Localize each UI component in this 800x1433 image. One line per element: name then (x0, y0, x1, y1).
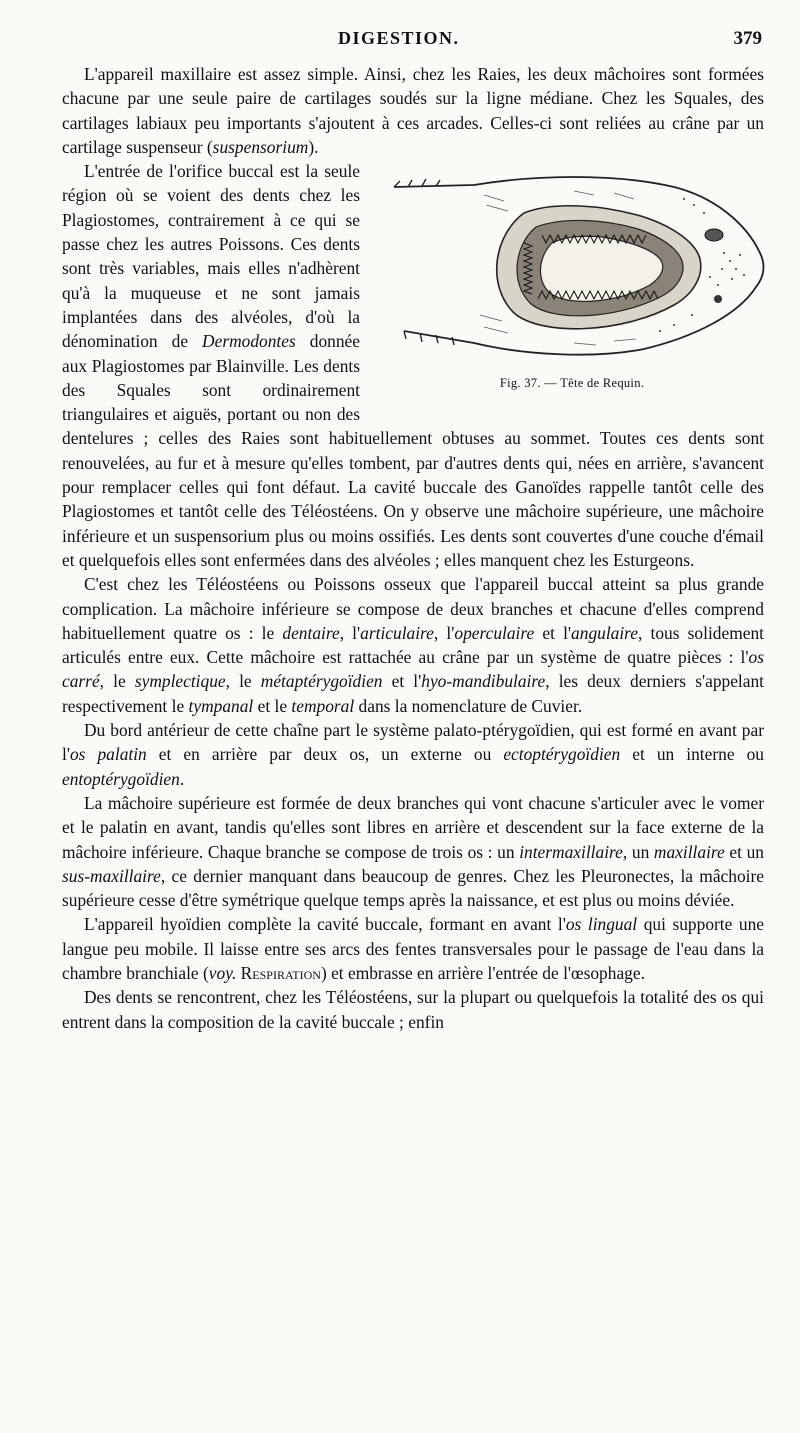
text-run: donnée aux Plagiostomes par Blainville. Les dents des Squales sont ordinairement triangulaires et aiguës, portant ou non des dentelures ; celles des Raies sont habituellement obtuses au sommet. Toutes ces dents sont renouvelées, au fur et à mesure qu'elles tombent, par d'autres dents qui, nées en arrière, s'avancent pour remplacer celles qui font défaut. La cavité buccale des Ganoïdes rappelle tantôt celle des Plagiostomes et tantôt celle des Téléostéens. On y observe une mâchoire supérieure, une mâchoire inférieure et un suspensorium plus ou moins ossifiés. Les dents sont couvertes d'une couche d'émail et quelquefois elles sont enfermées dans des alvéoles ; elles manquent chez les Esturgeons. (62, 331, 764, 570)
italic-term: maxillaire (653, 841, 725, 862)
text-run: et l' (534, 622, 572, 643)
text-run: L'entrée de l'orifice buccal est la seule région où se voient des dents chez les Plagiostomes, contrairement à ce qui se passe chez les autres Poissons. Ces dents sont très variables, mais elles n'adhèrent qu'à la muqueuse et ne sont jamais implantées dans des alvéoles, d'où la dénomination de (62, 161, 360, 352)
text-run: L'appareil hyoïdien complète la cavité buccale, formant en avant l' (84, 914, 566, 935)
text-run: , l' (339, 622, 361, 643)
text-run: , le (99, 671, 135, 692)
text-run: C'est chez les Téléostéens ou Poissons osseux que l'appareil buccal atteint sa plus grande complication. La mâchoire inférieure se compose de deux branches et chacune d'elles comprend habituellement quatre os : le (62, 574, 764, 643)
text-run: qui supporte une langue peu mobile. Il laisse entre ses arcs des fentes transversales pour le passage de l'eau dans la chambre branchiale ( (62, 914, 765, 983)
italic-term: suspensorium (212, 136, 309, 157)
text-run: L'appareil maxillaire est assez simple. Ainsi, chez les Raies, les deux mâchoires sont formées chacune par une seule paire de cartilages soudés sur la ligne médiane. Chez les Squales, des cartilages labiaux peu importants s'ajoutent à ces arcades. Celles-ci sont reliées au crâne par un cartilage suspenseur ( (62, 64, 764, 157)
italic-term: tympanal (188, 695, 254, 716)
figure-shark-head (374, 165, 770, 403)
body-text (62, 62, 764, 1034)
text-run: , les deux derniers s'appelant respectivement le (62, 671, 765, 716)
text-run: et un (724, 841, 764, 862)
text-run: Du bord antérieur de cette chaîne part le système palato-ptérygoïdien, qui est formé en avant par l' (62, 720, 764, 765)
paragraph (62, 985, 764, 1034)
italic-term: ectoptérygoïdien (503, 744, 621, 765)
text-run: , ce dernier manquant dans beaucoup de genres. Chez les Pleuronectes, la mâchoire supérieure cesse d'être symétrique quelque temps après la naissance, et est plus ou moins déviée. (62, 865, 764, 911)
paragraph (62, 718, 764, 791)
running-title: DIGESTION. (338, 28, 460, 48)
page-number: 379 (733, 28, 762, 49)
shark-head-illustration (374, 165, 770, 365)
italic-term: angulaire (571, 622, 639, 643)
italic-term: os carré (62, 647, 764, 692)
paragraph (62, 912, 764, 985)
italic-term: intermaxillaire (519, 841, 623, 862)
paragraph (62, 62, 764, 159)
text-run: Des dents se rencontrent, chez les Téléostéens, sur la plupart ou quelquefois la totalité des os qui entrent dans la composition de la cavité buccale ; enfin (62, 987, 764, 1032)
italic-term: articulaire (360, 622, 434, 643)
italic-term: dentaire (282, 622, 340, 643)
italic-term: os palatin (69, 744, 147, 765)
text-run: ). (308, 136, 319, 157)
text-run: et en arrière par deux os, un externe ou (146, 744, 504, 765)
text-run: . (179, 768, 185, 789)
paragraph (62, 791, 764, 912)
text-run: et un interne ou (620, 744, 765, 765)
italic-term: sus-maxillaire (62, 865, 161, 886)
italic-term: métaptérygoïdien (260, 671, 383, 692)
figure-caption: Fig. 37. — Tête de Requin. (499, 376, 645, 391)
text-run: dans la nomenclature de Cuvier. (354, 695, 583, 716)
italic-term: temporal (291, 695, 355, 716)
text-run: , le (225, 671, 261, 692)
italic-term: entoptérygoïdien (62, 768, 180, 789)
text-run: et le (253, 695, 292, 716)
running-head (0, 28, 800, 56)
text-run: et l' (382, 671, 422, 692)
text-run: La mâchoire supérieure est formée de deux branches qui vont chacune s'articuler avec le vomer et le palatin en avant, tandis qu'elles sont libres en arrière et descendent sur la face externe de la mâchoire inférieure. Chaque branche se compose de trois os : un (62, 792, 764, 862)
paragraph (62, 572, 764, 718)
text-run: ) et embrasse en arrière l'entrée de l'œsophage. (320, 962, 645, 983)
text-run: , l' (433, 622, 455, 643)
italic-term: os lingual (565, 914, 638, 935)
italic-term: symplectique (134, 671, 226, 692)
italic-term: operculaire (454, 622, 535, 643)
text-run: , un (622, 841, 654, 862)
italic-term: Dermodontes (202, 331, 296, 352)
text-run: , tous solidement articulés entre eux. Cette mâchoire est rattachée au crâne par un système de quatre pièces : l' (62, 622, 764, 668)
italic-term: voy. (208, 962, 237, 983)
italic-term: hyo-mandibulaire (421, 671, 546, 692)
text-run: Respiration (240, 962, 321, 983)
